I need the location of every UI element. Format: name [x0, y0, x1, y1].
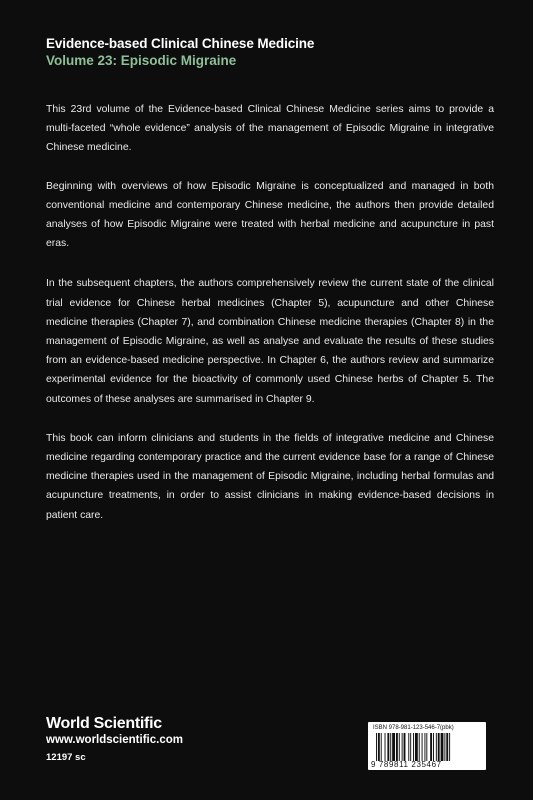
- series-title: Evidence-based Clinical Chinese Medicine: [46, 36, 315, 51]
- blurb: [46, 100, 494, 544]
- barcode-digits: 9 789811 235467: [371, 760, 442, 769]
- volume-title: Volume 23: Episodic Migraine: [46, 53, 237, 68]
- isbn-label: ISBN 978-981-123-546-7(pbk): [373, 725, 454, 731]
- product-code: 12197 sc: [46, 752, 86, 763]
- publisher-block: [46, 715, 266, 765]
- cover-header: [46, 35, 496, 70]
- publisher-url[interactable]: www.worldscientific.com: [46, 734, 183, 746]
- blurb-paragraph-4: This book can inform clinicians and students in the fields of integrative medicine and Chinese medicine regarding contemporary practice and the current evidence base for a range of Chinese medicine therapies used in the management of Episodic Migraine, including herbal formulas and acupuncture treatments, in order to assist clinicians in making evidence-based decisions in patient care.: [46, 432, 494, 521]
- isbn-barcode: [368, 722, 486, 770]
- blurb-paragraph-3: In the subsequent chapters, the authors comprehensively review the current state of the clinical trial evidence for Chinese herbal medicines (Chapter 5), acupuncture and other Chinese medicine therapies (Chapter 7), and combination Chinese medicine therapies (Chapter 8) in the management of Episodic Migraine, as well as analyse and evaluate the results of these studies from an evidence-based medicine perspective. In Chapter 6, the authors review and summarize experimental evidence for the bioactivity of commonly used Chinese herbs of Chapter 5. The outcomes of these analyses are summarised in Chapter 9.: [46, 278, 494, 405]
- blurb-paragraph-1: This 23rd volume of the Evidence-based Clinical Chinese Medicine series aims to provide a multi-faceted “whole evidence” analysis of the management of Episodic Migraine in integrative Chinese medicine.: [46, 104, 494, 154]
- barcode-icon: [376, 733, 480, 761]
- publisher-name: World Scientific: [46, 715, 162, 732]
- blurb-paragraph-2: Beginning with overviews of how Episodic Migraine is conceptualized and managed in both conventional medicine and contemporary Chinese medicine, the authors then provide detailed analyses of how Episodic Migraine were treated with herbal medicine and acupuncture in past eras.: [46, 180, 494, 250]
